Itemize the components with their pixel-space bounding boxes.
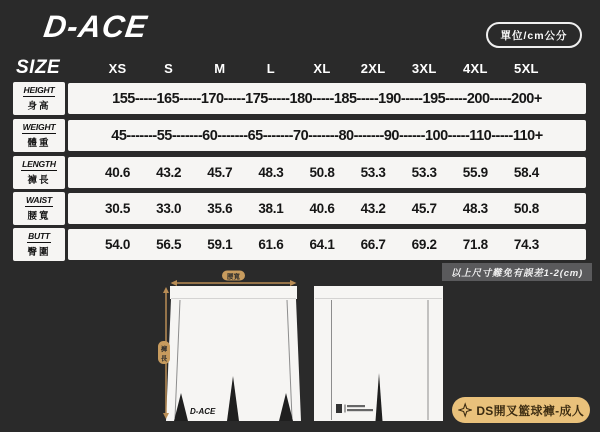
- shorts-diagrams: [130, 266, 460, 432]
- tolerance-note: 以上尺寸難免有誤差1-2(cm): [442, 263, 592, 281]
- value-cell: 43.2: [360, 201, 386, 216]
- shorts-back-view: [314, 286, 443, 421]
- value-cell: 40.6: [309, 201, 335, 216]
- row-header-zh: 身高: [27, 101, 51, 113]
- row-header-zh: 臀圍: [27, 247, 51, 259]
- value-cell: 64.1: [309, 237, 335, 252]
- value-cell: 61.6: [258, 237, 284, 252]
- brand-logo: D-ACE: [41, 9, 150, 44]
- size-header-s: S: [164, 61, 174, 76]
- row-header-zh: 體重: [27, 138, 51, 150]
- value-cell: 74.3: [513, 237, 539, 252]
- size-header-xl: XL: [313, 61, 331, 76]
- size-header-m: M: [214, 61, 226, 76]
- size-header-l: L: [266, 61, 275, 76]
- unit-badge: 單位/cm公分: [486, 22, 582, 48]
- row-header-zh: 褲長: [27, 175, 51, 187]
- row-header-butt: [13, 228, 65, 261]
- row-band-waist: [68, 193, 586, 224]
- value-cell: 53.3: [360, 165, 386, 180]
- value-cell: 38.1: [258, 201, 284, 216]
- front-leg-logo: D-ACE: [190, 407, 216, 416]
- length-label-char-1: 褲: [160, 346, 168, 353]
- size-header-xs: XS: [108, 61, 127, 76]
- product-badge-label: DS開叉籃球褲-成人: [476, 403, 584, 418]
- value-cells: [68, 201, 586, 216]
- size-header-row: [68, 61, 586, 76]
- product-badge: [452, 397, 590, 423]
- row-header-en: LENGTH: [22, 158, 56, 169]
- row-header-height: [13, 82, 65, 115]
- value-cell: 54.0: [105, 237, 131, 252]
- value-cell: 50.8: [513, 201, 539, 216]
- value-cell: 40.6: [105, 165, 131, 180]
- row-header-length: [13, 156, 65, 189]
- row-band-weight: [68, 120, 586, 151]
- arrow-left-head: [171, 280, 178, 286]
- value-cell: 66.7: [360, 237, 386, 252]
- row-header-zh: 腰寬: [27, 211, 51, 223]
- value-cell: 45.7: [411, 201, 437, 216]
- value-cell: 56.5: [156, 237, 182, 252]
- value-cells: [68, 165, 586, 180]
- value-cell: 45.7: [207, 165, 233, 180]
- size-header-5xl: 5XL: [514, 61, 539, 76]
- value-cell: 33.0: [156, 201, 182, 216]
- range-values: 45-------55-------60-------65-------70-------80-------90------100-----110-----110+: [111, 127, 543, 144]
- row-header-waist: [13, 192, 65, 225]
- value-cell: 53.3: [411, 165, 437, 180]
- arrow-right-head: [290, 280, 297, 286]
- value-cell: 30.5: [105, 201, 131, 216]
- row-band-length: [68, 157, 586, 188]
- value-cells: [68, 237, 586, 252]
- back-waistband: [314, 286, 443, 299]
- arrow-top-head: [163, 287, 169, 293]
- value-cell: 48.3: [258, 165, 284, 180]
- value-cell: 35.6: [207, 201, 233, 216]
- width-dimension-arrow: [171, 271, 297, 287]
- shorts-front-view: [166, 286, 301, 421]
- size-header-3xl: 3XL: [411, 61, 437, 76]
- value-cell: 43.2: [156, 165, 182, 180]
- value-cell: 71.8: [462, 237, 488, 252]
- row-header-en: HEIGHT: [23, 84, 55, 95]
- width-label: 腰寬: [227, 273, 240, 281]
- row-header-en: BUTT: [28, 230, 50, 241]
- value-cell: 48.3: [462, 201, 488, 216]
- row-header-en: WAIST: [26, 194, 52, 205]
- row-header-weight: [13, 119, 65, 152]
- front-waistband: [170, 286, 297, 299]
- value-cell: 58.4: [513, 165, 539, 180]
- size-column-title: SIZE: [16, 57, 61, 78]
- value-cell: 69.2: [411, 237, 437, 252]
- row-band-butt: [68, 229, 586, 260]
- value-cell: 55.9: [462, 165, 488, 180]
- length-label-char-2: 長: [160, 355, 168, 363]
- sparkle-icon: [458, 402, 472, 418]
- value-cell: 50.8: [309, 165, 335, 180]
- size-header-2xl: 2XL: [360, 61, 386, 76]
- range-values: 155-----165-----170-----175-----180-----185-----190-----195-----200-----200+: [112, 90, 542, 107]
- row-band-height: [68, 83, 586, 114]
- value-cell: 59.1: [207, 237, 233, 252]
- row-header-en: WEIGHT: [22, 121, 56, 132]
- size-header-4xl: 4XL: [462, 61, 488, 76]
